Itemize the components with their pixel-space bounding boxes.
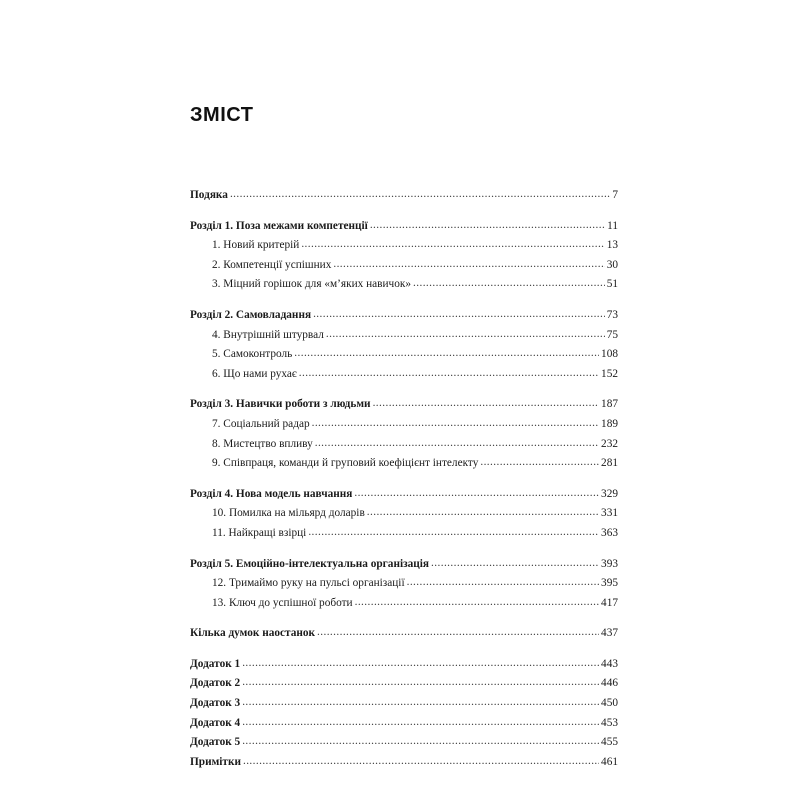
toc-entry-label: Розділ 1. Поза межами компетенції [190, 219, 368, 232]
dot-leader [294, 344, 599, 364]
toc-entry-main[interactable] [190, 733, 618, 753]
toc-entry-page-number: 232 [601, 437, 618, 450]
toc-entry-page-number: 73 [606, 308, 618, 321]
toc-entry-page-number: 108 [601, 348, 618, 361]
toc-entry-sub[interactable] [190, 326, 618, 346]
dot-leader [242, 654, 599, 674]
toc-entry-label: Розділ 2. Самовладання [190, 308, 312, 321]
toc-entry-page-number: 75 [606, 328, 618, 341]
dot-leader [313, 305, 605, 325]
toc-entry-main[interactable] [190, 674, 618, 694]
toc-entry-main[interactable] [190, 395, 618, 415]
toc-entry-main[interactable] [190, 186, 618, 206]
toc-entry-main[interactable] [190, 753, 618, 773]
toc-entry-page-number: 51 [606, 278, 618, 291]
toc-entry-sub[interactable] [190, 594, 618, 614]
toc-entry-label: 11. Найкращі взірці [212, 526, 307, 539]
toc-entry-page-number: 329 [601, 487, 618, 500]
toc-entry-page-number: 152 [601, 367, 618, 380]
toc-entry-main[interactable] [190, 217, 618, 237]
dot-leader [326, 325, 605, 345]
dot-leader [413, 274, 605, 294]
toc-entry-label: 1. Новий критерій [212, 239, 300, 252]
dot-leader [333, 255, 604, 275]
toc-entry-main[interactable] [190, 555, 618, 575]
toc-entry-page-number: 443 [601, 657, 618, 670]
toc-entry-sub[interactable] [190, 365, 618, 385]
toc-entry-page-number: 331 [601, 507, 618, 520]
toc-entry-label: Розділ 4. Нова модель навчання [190, 487, 353, 500]
toc-entry-main[interactable] [190, 694, 618, 714]
toc-entry-main[interactable] [190, 485, 618, 505]
dot-leader [407, 573, 599, 593]
toc-entry-page-number: 187 [601, 398, 618, 411]
dot-leader [230, 185, 610, 205]
dot-leader [242, 713, 599, 733]
toc-entry-label: Примітки [190, 755, 241, 768]
toc-entry-label: 7. Соціальний радар [212, 417, 310, 430]
dot-leader [308, 523, 599, 543]
toc-entry-page-number: 363 [601, 526, 618, 539]
dot-leader [299, 364, 599, 384]
toc-entry-label: Розділ 5. Емоційно-інтелектуальна організація [190, 557, 430, 570]
toc-entry-page-number: 13 [606, 239, 618, 252]
dot-leader [242, 693, 599, 713]
toc-entry-page-number: 461 [601, 755, 618, 768]
toc-entry-page-number: 7 [612, 189, 618, 201]
dot-leader [355, 593, 599, 613]
toc-entry-label: 2. Компетенції успішних [212, 258, 332, 271]
toc-entry-sub[interactable] [190, 435, 618, 455]
toc-entry-label: 4. Внутрішній штурвал [212, 328, 324, 341]
toc-entry-label: Кілька думок наостанок [190, 627, 316, 640]
toc-entry-page-number: 437 [601, 627, 618, 640]
toc-entry-sub[interactable] [190, 574, 618, 594]
dot-leader [243, 752, 599, 772]
dot-leader [367, 503, 599, 523]
toc-entry-page-number: 450 [601, 697, 618, 710]
toc-entry-label: 12. Тримаймо руку на пульсі організації [212, 577, 405, 590]
toc-entry-sub[interactable] [190, 345, 618, 365]
toc-entry-page-number: 281 [601, 457, 618, 470]
dot-leader [431, 554, 599, 574]
toc-entry-label: 8. Мистецтво впливу [212, 437, 313, 450]
dot-leader [312, 414, 599, 434]
toc-entry-label: 10. Помилка на мільярд доларів [212, 507, 365, 520]
toc-entry-page-number: 30 [606, 258, 618, 271]
toc-entry-main[interactable] [190, 624, 618, 644]
toc-entry-label: 5. Самоконтроль [212, 348, 293, 361]
toc-entry-page-number: 393 [601, 557, 618, 570]
toc-entry-label: 6. Що нами рухає [212, 367, 297, 380]
toc-entry-label: 3. Міцний горішок для «м’яких навичок» [212, 278, 412, 291]
toc-entry-page-number: 11 [607, 219, 618, 232]
toc-entry-page-number: 446 [601, 677, 618, 690]
toc-entry-page-number: 417 [601, 596, 618, 609]
dot-leader [315, 434, 599, 454]
dot-leader [301, 235, 604, 255]
toc-entry-label: Додаток 2 [190, 677, 241, 690]
toc-entry-label: 13. Ключ до успішної роботи [212, 596, 353, 609]
toc-entry-label: Додаток 1 [190, 657, 241, 670]
toc-entry-main[interactable] [190, 655, 618, 675]
toc-entry-sub[interactable] [190, 454, 618, 474]
toc-entry-label: Подяка [190, 189, 228, 201]
dot-leader [370, 216, 605, 236]
toc-entry-page-number: 453 [601, 716, 618, 729]
table-of-contents [190, 186, 618, 772]
toc-entry-page-number: 189 [601, 417, 618, 430]
toc-entry-label: 9. Співпраця, команди й груповий коефіцієнт інтелекту [212, 457, 479, 470]
toc-entry-sub[interactable] [190, 415, 618, 435]
toc-entry-label: Додаток 5 [190, 736, 241, 749]
toc-entry-label: Розділ 3. Навички роботи з людьми [190, 398, 371, 411]
toc-entry-main[interactable] [190, 306, 618, 326]
dot-leader [373, 394, 599, 414]
page-title: ЗМІСТ [190, 104, 254, 126]
dot-leader [480, 453, 599, 473]
toc-entry-page-number: 395 [601, 577, 618, 590]
dot-leader [242, 673, 599, 693]
dot-leader [242, 732, 599, 752]
dot-leader [317, 623, 599, 643]
toc-entry-main[interactable] [190, 714, 618, 734]
toc-entry-sub[interactable] [190, 256, 618, 276]
toc-entry-label: Додаток 3 [190, 697, 241, 710]
toc-entry-sub[interactable] [190, 236, 618, 256]
toc-entry-page-number: 455 [601, 736, 618, 749]
toc-entry-sub[interactable] [190, 504, 618, 524]
toc-entry-sub[interactable] [190, 524, 618, 544]
toc-entry-sub[interactable] [190, 275, 618, 295]
dot-leader [354, 484, 599, 504]
toc-entry-label: Додаток 4 [190, 716, 241, 729]
